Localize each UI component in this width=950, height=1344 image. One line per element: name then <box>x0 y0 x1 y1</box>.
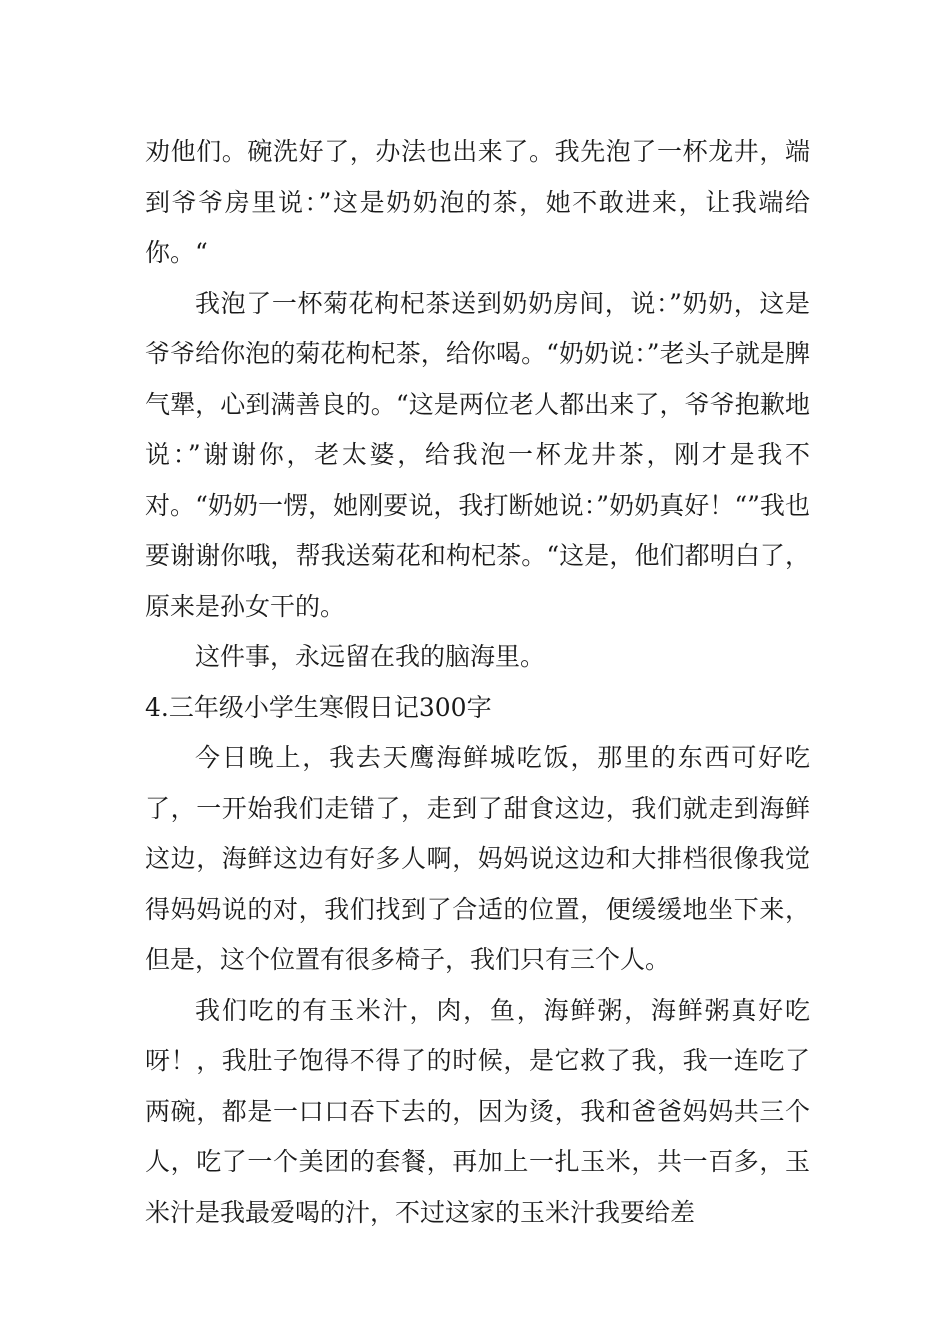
paragraph-grandma-tea: 我泡了一杯菊花枸杞茶送到奶奶房间，说：”奶奶，这是爷爷给你泡的菊花枸杞茶，给你喝。“奶奶说：”老头子就是脾气犟，心到满善良的。“这是两位老人都出来了，爷爷抱歉地说：”谢谢你，老太婆，给我泡一杯龙井茶，刚才是我不对。“奶奶一愣，她刚要说，我打断她说：”奶奶真好！“”我也要谢谢你哦，帮我送菊花和枸杞茶。“这是，他们都明白了，原来是孙女干的。 <box>145 288 810 621</box>
document-page <box>145 127 810 1238</box>
paragraph-continuation: 劝他们。碗洗好了，办法也出来了。我先泡了一杯龙井，端到爷爷房里说：”这是奶奶泡的茶，她不敢进来，让我端给你。“ <box>145 137 810 267</box>
section-heading: 4.三年级小学生寒假日记300字 <box>145 692 492 722</box>
paragraph-memory: 这件事，永远留在我的脑海里。 <box>195 642 546 671</box>
paragraph-seafood-dinner: 今日晚上，我去天鹰海鲜城吃饭，那里的东西可好吃了，一开始我们走错了，走到了甜食这边，我们就走到海鲜这边，海鲜这边有好多人啊，妈妈说这边和大排档很像我觉得妈妈说的对，我们找到了合适的位置，便缓缓地坐下来，但是，这个位置有很多椅子，我们只有三个人。 <box>145 743 810 974</box>
paragraph-food-eaten: 我们吃的有玉米汁，肉，鱼，海鲜粥，海鲜粥真好吃呀！，我肚子饱得不得了的时候，是它救了我，我一连吃了两碗，都是一口口吞下去的，因为烫，我和爸爸妈妈共三个人，吃了一个美团的套餐，再加上一扎玉米，共一百多，玉米汁是我最爱喝的汁，不过这家的玉米汁我要给差 <box>145 995 810 1227</box>
